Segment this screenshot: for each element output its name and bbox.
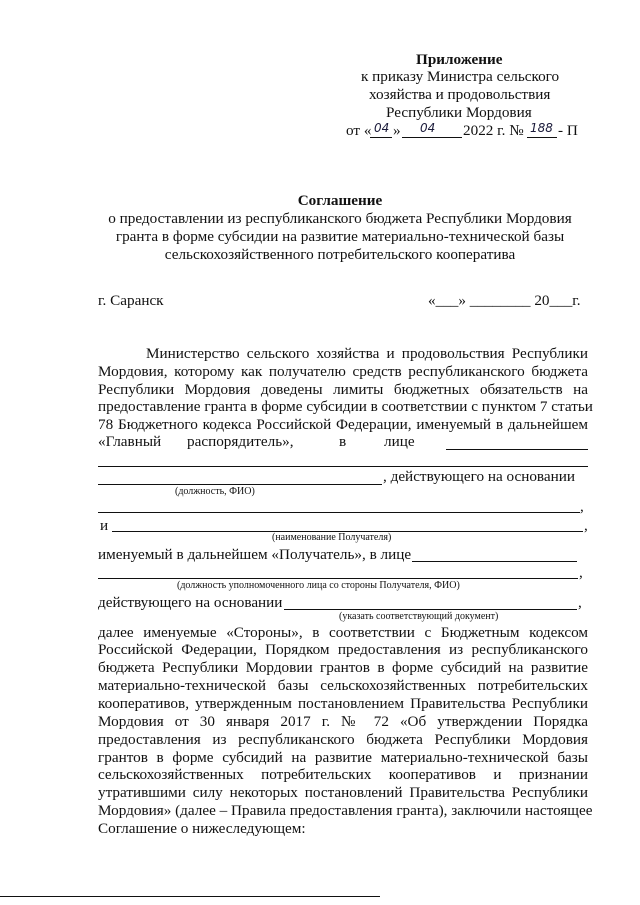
caption-authorized: (должность уполномоченного лица со стороны Получателя, ФИО) bbox=[177, 580, 460, 591]
agreement-subtitle-3: сельскохозяйственного потребительского кооператива bbox=[164, 246, 516, 263]
header-line-3: Республики Мордовия bbox=[386, 104, 532, 121]
header-line-1: к приказу Министра сельского bbox=[361, 68, 560, 85]
p2-line-10: утратившими силу некоторых постановлений Правительства Республики bbox=[98, 784, 588, 801]
order-date-day-line bbox=[370, 137, 392, 138]
header-line-2: хозяйства и продовольствия bbox=[369, 86, 551, 103]
order-date-day: 04 bbox=[374, 121, 390, 135]
caption-document: (указать соответствующий документ) bbox=[339, 611, 499, 622]
agreement-subtitle-1: о предоставлении из республиканского бюджета Республики Мордовия bbox=[108, 210, 572, 227]
order-date-month-line bbox=[402, 137, 462, 138]
p2-line-3: бюджета Республики Мордовии грантов в форме субсидий на развитие bbox=[98, 659, 588, 676]
city: г. Саранск bbox=[98, 292, 164, 309]
p1-line-6-d: лице bbox=[384, 433, 415, 450]
appendix-title: Приложение bbox=[416, 51, 503, 68]
caption-position: (должность, ФИО) bbox=[175, 486, 255, 497]
p1-line-4: предоставление гранта в форме субсидии в соответствии с пунктом 7 статьи bbox=[98, 398, 593, 415]
p2-line-8: грантов в форме субсидий на развитие материально-технической базы bbox=[98, 749, 588, 766]
representative-line-3 bbox=[98, 484, 382, 485]
and-label: и bbox=[100, 517, 109, 534]
document-comma: , bbox=[578, 594, 582, 611]
p2-line-7: предоставления из республиканского бюджета Республики Мордовия bbox=[98, 731, 588, 748]
recipient-comma: , bbox=[584, 517, 588, 534]
p1-line-6-a: «Главный bbox=[98, 433, 162, 450]
order-date-sep: » bbox=[393, 122, 401, 139]
basis-line bbox=[98, 512, 580, 513]
p1-line-1: Министерство сельского хозяйства и продовольствия Республики bbox=[146, 345, 588, 362]
p2-line-12: Соглашение о нижеследующем: bbox=[98, 820, 306, 837]
agreement-title: Соглашение bbox=[297, 192, 383, 209]
recipient-named-label: именуемый в дальнейшем «Получатель», в лице bbox=[98, 546, 412, 563]
p2-line-6: Мордовия от 30 января 2017 г. № 72 «Об утверждении Порядка bbox=[98, 713, 588, 730]
agreement-date-template: «___» ________ 20___г. bbox=[428, 292, 581, 309]
footnote-separator bbox=[0, 896, 380, 897]
p1-line-6-c: в bbox=[339, 433, 347, 450]
caption-recipient: (наименование Получателя) bbox=[272, 532, 392, 543]
document-line bbox=[284, 609, 577, 610]
order-number: 188 bbox=[530, 121, 553, 135]
acting-on-basis-label: действующего на основании bbox=[98, 594, 283, 611]
recipient-rep-line-1 bbox=[412, 561, 577, 562]
p1-line-2: Мордовия, которому как получателю средств республиканского бюджета bbox=[98, 363, 588, 380]
agreement-subtitle-2: гранта в форме субсидии на развитие материально-технической базы bbox=[115, 228, 565, 245]
recipient-rep-comma: , bbox=[579, 564, 583, 581]
basis-comma: , bbox=[580, 498, 584, 515]
p2-line-11: Мордовия» (далее – Правила предоставления гранта), заключили настоящее bbox=[98, 802, 593, 819]
representative-line-2 bbox=[98, 466, 588, 467]
order-number-line bbox=[527, 137, 557, 138]
order-number-suffix: - П bbox=[558, 122, 578, 139]
p2-line-1: далее именуемые «Стороны», в соответствии с Бюджетным кодексом bbox=[98, 624, 588, 641]
recipient-rep-line-2 bbox=[98, 578, 578, 579]
p2-line-5: кооперативов, утвержденным постановлением Правительства Республики bbox=[98, 695, 588, 712]
order-year-no: 2022 г. № bbox=[463, 122, 524, 139]
acting-basis-label: , действующего на основании bbox=[383, 468, 576, 485]
p2-line-4: материально-технической базы сельскохозяйственных потребительских bbox=[98, 677, 588, 694]
p1-line-3: Республики Мордовия доведены лимиты бюджетных обязательств на bbox=[98, 381, 588, 398]
p2-line-2: Российской Федерации, Порядком предоставления из республиканского bbox=[98, 641, 588, 658]
p1-line-5: 78 Бюджетного кодекса Российской Федерации, именуемый в дальнейшем bbox=[98, 416, 588, 433]
p1-line-6-b: распорядитель», bbox=[187, 433, 294, 450]
order-date-month: 04 bbox=[420, 121, 436, 135]
order-date-prefix: от « bbox=[346, 122, 372, 139]
p2-line-9: сельскохозяйственных потребительских кооперативов и признании bbox=[98, 766, 588, 783]
representative-line-1 bbox=[446, 449, 588, 450]
